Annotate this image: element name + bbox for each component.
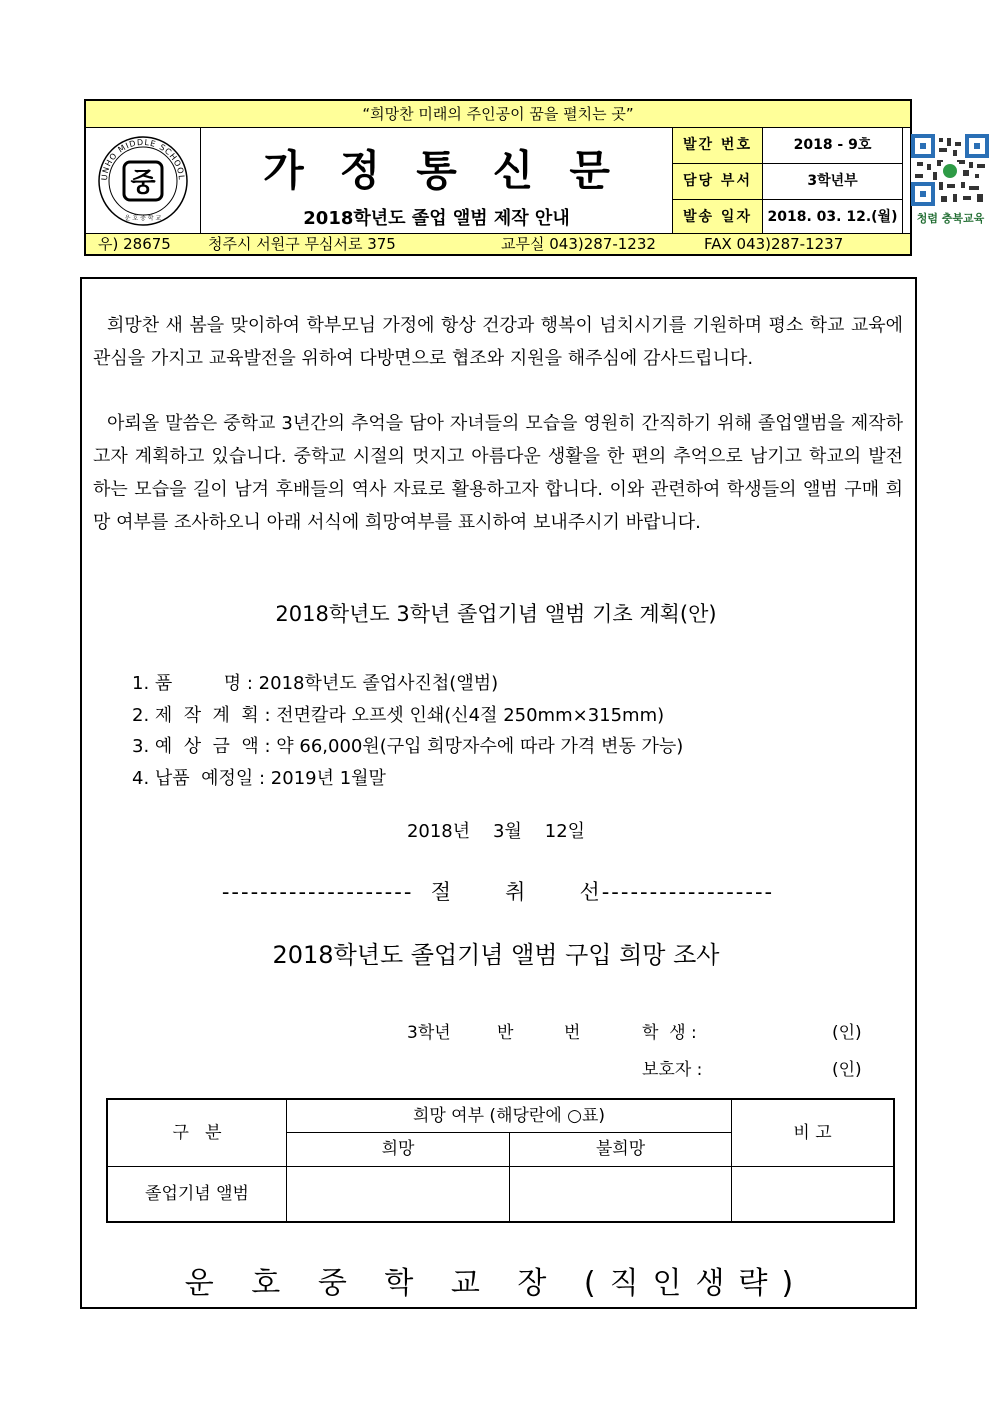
logo-korean-text: 운 호 중 학 교 — [124, 215, 162, 222]
header-yes: 희망 — [287, 1133, 510, 1167]
info-value: 2018. 03. 12.(월) — [763, 200, 903, 235]
cell-no[interactable] — [510, 1167, 732, 1221]
page-title: 가정통신문 — [263, 146, 646, 195]
info-label: 담당 부서 — [673, 164, 763, 199]
survey-title: 2018학년도 졸업기념 앨범 구입 희망 조사 — [272, 941, 720, 969]
info-label: 발송 일자 — [673, 200, 763, 235]
cell-yes[interactable] — [287, 1167, 510, 1221]
school-logo-cell — [86, 128, 201, 235]
principal-signature: 운 호 중 학 교 장 (직인생략) — [184, 1266, 808, 1301]
survey-table — [106, 1098, 895, 1223]
info-row-department — [673, 164, 903, 200]
address-bar — [86, 233, 910, 254]
qr-caption: 청렴 충북교육 — [916, 212, 985, 225]
qr-cell — [903, 128, 992, 235]
info-row-issue-number — [673, 128, 903, 164]
guardian-label: 보호자 : — [642, 1060, 703, 1080]
plan-title: 2018학년도 3학년 졸업기념 앨범 기초 계획(안) — [275, 602, 717, 626]
address-street: 청주시 서원구 무심서로 375 — [208, 235, 396, 253]
class-label: 반 — [497, 1023, 514, 1043]
qr-code-icon — [911, 134, 989, 206]
header-note: 비 고 — [732, 1100, 893, 1167]
logo-english-text: UNHO MIDDLE SCHOOL — [99, 137, 187, 181]
number-label: 번 — [564, 1023, 581, 1043]
grade-label: 3학년 — [407, 1023, 451, 1043]
issue-info-table — [673, 128, 903, 235]
info-value: 3학년부 — [763, 164, 903, 199]
slogan-bar — [86, 101, 910, 128]
plan-item: 2. 제 작 계 획 : 전면칼라 오프셋 인쇄(신4절 250mm×315mm) — [132, 705, 665, 726]
cut-line: -------------------- 절 취 선------------------ — [221, 880, 775, 904]
header-wish: 희망 여부 (해당란에 ○표) — [287, 1100, 732, 1133]
header-no: 불희망 — [510, 1133, 732, 1167]
issue-date: 2018년 3월 12일 — [406, 821, 586, 842]
notice-paragraph: 아뢰올 말씀은 중학교 3년간의 추억을 담아 자녀들의 모습을 영원히 간직하기 위해 졸업앨범을 제작하고자 계획하고 있습니다. 중학교 시절의 멋지고 아름다운 생활을 한 편의 추억으로 남기고 학교의 발전하는 모습을 길이 남겨 후배들의 역사 자료로 활용하고자 합니다. 이와 관련하여 학생들의 앨범 구매 희망 여부를 조사하오니 아래 서식에 희망여부를 표시하여 보내주시기 바랍니다. — [93, 413, 903, 533]
plan-item: 4. 납품 예정일 : 2019년 1월말 — [132, 768, 386, 789]
greeting-paragraph: 희망찬 새 봄을 맞이하여 학부모님 가정에 항상 건강과 행복이 넘치시기를 기원하며 평소 학교 교육에 관심을 가지고 교육발전을 위하여 다방면으로 협조와 지원을 해주심에 감사드립니다. — [93, 315, 903, 369]
logo-emblem-char: 중 — [130, 168, 156, 198]
info-value: 2018 - 9호 — [763, 128, 903, 163]
title-cell — [201, 128, 673, 235]
plan-item: 1. 품 명 : 2018학년도 졸업사진첩(앨범) — [132, 673, 499, 694]
header-category: 구 분 — [108, 1100, 287, 1167]
row-label: 졸업기념 앨범 — [108, 1167, 287, 1221]
student-label: 학 생 : — [642, 1023, 697, 1043]
cell-note[interactable] — [732, 1167, 893, 1221]
student-seal: (인) — [832, 1023, 862, 1043]
plan-item: 3. 예 상 금 액 : 약 66,000원(구입 희망자수에 따라 가격 변동 가능) — [132, 736, 684, 757]
address-fax: FAX 043)287-1237 — [704, 235, 844, 253]
newsletter-header — [84, 99, 985, 256]
info-label: 발간 번호 — [673, 128, 763, 163]
guardian-seal: (인) — [832, 1060, 862, 1080]
info-row-send-date — [673, 200, 903, 235]
address-zip: 우) 28675 — [98, 235, 171, 253]
slogan-text: “희망찬 미래의 주인공이 꿈을 펼치는 곳” — [362, 105, 634, 123]
page-subtitle: 2018학년도 졸업 앨범 제작 안내 — [303, 208, 570, 229]
school-emblem-icon — [86, 128, 201, 235]
address-office-phone: 교무실 043)287-1232 — [501, 235, 656, 253]
